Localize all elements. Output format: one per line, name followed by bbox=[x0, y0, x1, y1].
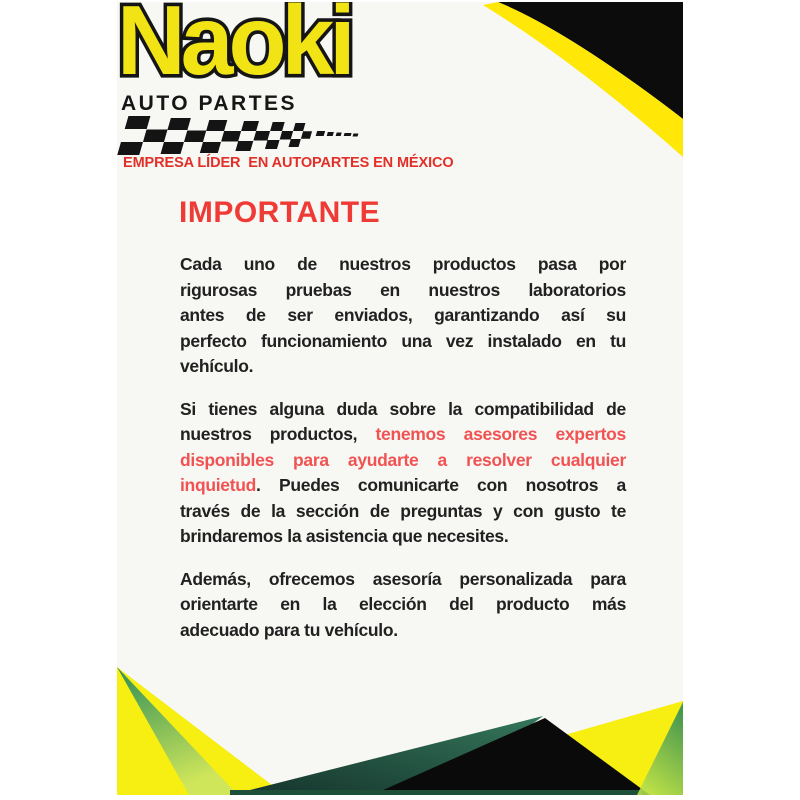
text-line: Si tienes alguna duda sobre la compatibilidad de bbox=[180, 398, 626, 419]
brand-logo-subtext: AUTO PARTES bbox=[121, 92, 298, 115]
body-text bbox=[180, 252, 626, 660]
brand-logo: Naoki bbox=[117, 2, 351, 96]
paragraph bbox=[180, 252, 626, 380]
page-title: IMPORTANTE bbox=[179, 196, 381, 229]
text-line: orientarte en la elección del producto más bbox=[180, 594, 626, 614]
text-line: Además, ofrecemos asesoría personalizada para bbox=[180, 568, 626, 589]
paragraph bbox=[180, 567, 626, 644]
text-line: perfecto funcionamiento una vez instalado en tu bbox=[180, 330, 626, 351]
paragraph bbox=[180, 397, 626, 550]
text-line: inquietud. Puedes comunicarte con nosotros a bbox=[180, 475, 626, 495]
text-line: adecuado para tu vehículo. bbox=[180, 619, 398, 640]
text-line: rigurosas pruebas en nuestros laboratorios bbox=[180, 279, 626, 300]
bottom-triangles-graphic bbox=[117, 661, 683, 795]
text-line: Cada uno de nuestros productos pasa por bbox=[180, 254, 626, 274]
text-line: vehículo. bbox=[180, 356, 254, 376]
flyer-canvas bbox=[117, 2, 683, 795]
text-line: nuestros productos, tenemos asesores expertos bbox=[180, 424, 626, 444]
text-line: disponibles para ayudarte a resolver cualquier bbox=[180, 449, 626, 470]
brand-tagline: EMPRESA LÍDER EN AUTOPARTES EN MÉXICO bbox=[123, 155, 454, 171]
bottom-green-strip bbox=[230, 790, 642, 795]
text-line: través de la sección de preguntas y con gusto te bbox=[180, 500, 626, 521]
corner-accent-graphic bbox=[477, 2, 683, 162]
text-line: antes de ser enviados, garantizando así su bbox=[180, 305, 626, 325]
checkered-flag-icon bbox=[117, 114, 362, 156]
text-line: brindaremos la asistencia que necesites. bbox=[180, 526, 509, 546]
